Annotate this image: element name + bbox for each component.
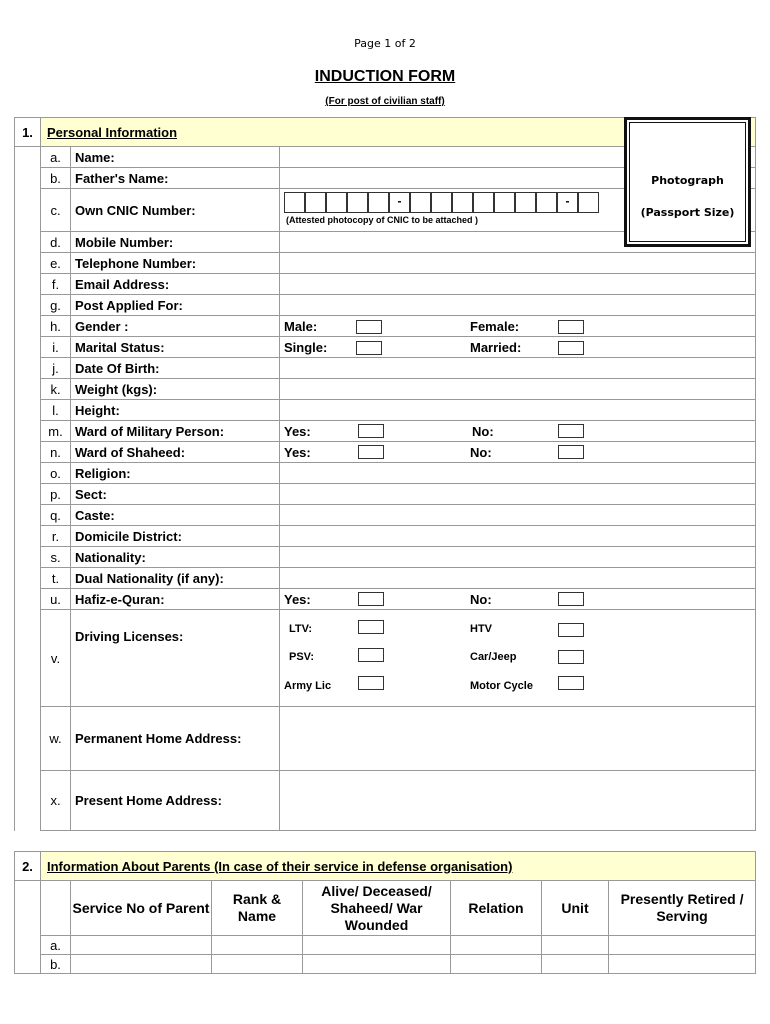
row-letter: u. — [41, 589, 71, 610]
photograph-box[interactable] — [624, 117, 751, 247]
nationality-label: Nationality: — [71, 547, 280, 568]
post-label: Post Applied For: — [71, 295, 280, 316]
no-label: No: — [470, 445, 492, 460]
cnic-label: Own CNIC Number: — [71, 189, 280, 232]
section-title: Information About Parents (In case of their service in defense organisation) — [41, 852, 756, 881]
marital-field — [280, 337, 756, 358]
height-label: Height: — [71, 400, 280, 421]
row-letter: m. — [41, 421, 71, 442]
email-field[interactable] — [280, 274, 756, 295]
row-letter: v. — [41, 610, 71, 707]
row-letter: g. — [41, 295, 71, 316]
gender-field — [280, 316, 756, 337]
row-letter: k. — [41, 379, 71, 400]
cell[interactable] — [212, 955, 303, 974]
car-jeep-label: Car/Jeep — [470, 651, 517, 663]
dual-nationality-label: Dual Nationality (if any): — [71, 568, 280, 589]
hafiz-label: Hafiz-e-Quran: — [71, 589, 280, 610]
psv-label: PSV: — [289, 651, 315, 663]
domicile-field[interactable] — [280, 526, 756, 547]
army-lic-checkbox[interactable] — [358, 676, 384, 690]
table-row — [15, 936, 756, 955]
form-subtitle: (For post of civilian staff) — [325, 96, 445, 107]
female-checkbox[interactable] — [558, 320, 584, 334]
row-letter: d. — [41, 232, 71, 253]
weight-field[interactable] — [280, 379, 756, 400]
section-number: 2. — [15, 852, 41, 881]
weight-label: Weight (kgs): — [71, 379, 280, 400]
telephone-field[interactable] — [280, 253, 756, 274]
motor-cycle-label: Motor Cycle — [470, 680, 533, 692]
female-label: Female: — [470, 319, 520, 334]
driving-licenses-field — [280, 610, 756, 707]
row-letter: j. — [41, 358, 71, 379]
present-address-field[interactable] — [280, 771, 756, 831]
cnic-boxes[interactable] — [284, 192, 599, 213]
cnic-dash: - — [389, 192, 410, 213]
mobile-label: Mobile Number: — [71, 232, 280, 253]
table-row — [15, 955, 756, 974]
hafiz-field — [280, 589, 756, 610]
column-alive-status: Alive/ Deceased/ Shaheed/ War Wounded — [303, 881, 451, 936]
dob-label: Date Of Birth: — [71, 358, 280, 379]
row-letter: n. — [41, 442, 71, 463]
row-letter: e. — [41, 253, 71, 274]
psv-checkbox[interactable] — [358, 648, 384, 662]
cnic-dash: - — [557, 192, 578, 213]
row-letter: f. — [41, 274, 71, 295]
section-number: 1. — [15, 118, 41, 147]
present-address-label: Present Home Address: — [71, 771, 280, 831]
caste-label: Caste: — [71, 505, 280, 526]
car-jeep-checkbox[interactable] — [558, 650, 584, 664]
cell[interactable] — [71, 936, 212, 955]
ltv-label: LTV: — [289, 623, 313, 635]
gender-label: Gender : — [71, 316, 280, 337]
cell[interactable] — [451, 955, 542, 974]
dob-field[interactable] — [280, 358, 756, 379]
row-letter: o. — [41, 463, 71, 484]
row-letter: h. — [41, 316, 71, 337]
male-label: Male: — [284, 319, 318, 334]
parents-information-table — [14, 851, 756, 974]
cell[interactable] — [303, 955, 451, 974]
religion-label: Religion: — [71, 463, 280, 484]
page-number: Page 1 of 2 — [354, 37, 416, 50]
column-presently: Presently Retired / Serving — [609, 881, 756, 936]
passport-size-label: (Passport Size) — [640, 206, 735, 219]
yes-label: Yes: — [284, 445, 311, 460]
cell[interactable] — [303, 936, 451, 955]
cell[interactable] — [212, 936, 303, 955]
row-letter: t. — [41, 568, 71, 589]
dual-nationality-field[interactable] — [280, 568, 756, 589]
male-checkbox[interactable] — [356, 320, 382, 334]
single-label: Single: — [284, 340, 328, 355]
cnic-note: (Attested photocopy of CNIC to be attached ) — [286, 215, 478, 225]
army-lic-label: Army Lic — [284, 680, 332, 692]
father-name-label: Father's Name: — [71, 168, 280, 189]
shaheed-no-checkbox[interactable] — [558, 445, 584, 459]
yes-label: Yes: — [284, 592, 311, 607]
yes-label: Yes: — [284, 424, 311, 439]
column-rank-name: Rank & Name — [212, 881, 303, 936]
row-letter: i. — [41, 337, 71, 358]
shaheed-ward-field — [280, 442, 756, 463]
column-relation: Relation — [451, 881, 542, 936]
htv-label: HTV — [470, 623, 492, 635]
shaheed-yes-checkbox[interactable] — [358, 445, 384, 459]
nationality-field[interactable] — [280, 547, 756, 568]
domicile-label: Domicile District: — [71, 526, 280, 547]
ltv-checkbox[interactable] — [358, 620, 384, 634]
row-letter: a. — [41, 936, 71, 955]
hafiz-yes-checkbox[interactable] — [358, 592, 384, 606]
no-label: No: — [472, 424, 494, 439]
name-label: Name: — [71, 147, 280, 168]
cell[interactable] — [451, 936, 542, 955]
sect-label: Sect: — [71, 484, 280, 505]
cell[interactable] — [609, 955, 756, 974]
row-letter: p. — [41, 484, 71, 505]
row-letter: c. — [41, 189, 71, 232]
row-letter: b. — [41, 168, 71, 189]
cell[interactable] — [542, 936, 609, 955]
permanent-address-field[interactable] — [280, 707, 756, 771]
row-letter: l. — [41, 400, 71, 421]
cell[interactable] — [609, 936, 756, 955]
driving-licenses-label: Driving Licenses: — [71, 610, 280, 707]
column-service-no: Service No of Parent — [71, 881, 212, 936]
shaheed-ward-label: Ward of Shaheed: — [71, 442, 280, 463]
sect-field[interactable] — [280, 484, 756, 505]
row-letter: q. — [41, 505, 71, 526]
married-checkbox[interactable] — [558, 341, 584, 355]
row-letter: a. — [41, 147, 71, 168]
row-letter: x. — [41, 771, 71, 831]
section-title: Personal Information — [41, 118, 756, 147]
height-field[interactable] — [280, 400, 756, 421]
marital-label: Marital Status: — [71, 337, 280, 358]
military-ward-label: Ward of Military Person: — [71, 421, 280, 442]
married-label: Married: — [470, 340, 522, 355]
cell[interactable] — [71, 955, 212, 974]
telephone-label: Telephone Number: — [71, 253, 280, 274]
hafiz-no-checkbox[interactable] — [558, 592, 584, 606]
military-no-checkbox[interactable] — [558, 424, 584, 438]
caste-field[interactable] — [280, 505, 756, 526]
cell[interactable] — [542, 955, 609, 974]
post-field[interactable] — [280, 295, 756, 316]
religion-field[interactable] — [280, 463, 756, 484]
htv-checkbox[interactable] — [558, 623, 584, 637]
row-letter: w. — [41, 707, 71, 771]
row-letter: s. — [41, 547, 71, 568]
military-yes-checkbox[interactable] — [358, 424, 384, 438]
motor-cycle-checkbox[interactable] — [558, 676, 584, 690]
military-ward-field — [280, 421, 756, 442]
no-label: No: — [470, 592, 492, 607]
column-unit: Unit — [542, 881, 609, 936]
photograph-label: Photograph — [651, 174, 724, 187]
email-label: Email Address: — [71, 274, 280, 295]
permanent-address-label: Permanent Home Address: — [71, 707, 280, 771]
row-letter: b. — [41, 955, 71, 974]
form-title: INDUCTION FORM — [314, 68, 456, 85]
single-checkbox[interactable] — [356, 341, 382, 355]
row-letter: r. — [41, 526, 71, 547]
